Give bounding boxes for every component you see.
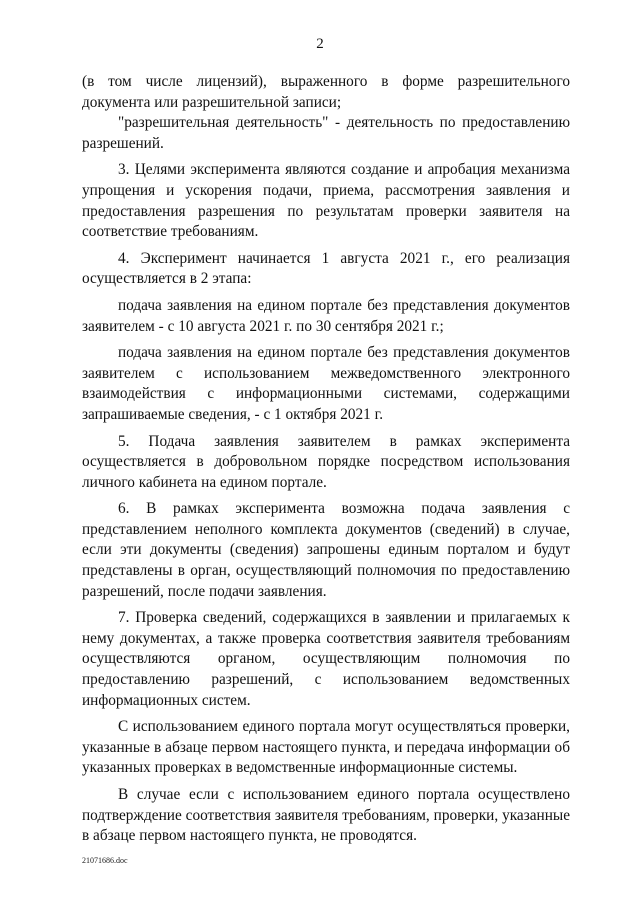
document-body — [82, 72, 570, 847]
paragraph-item-7-confirmation: В случае если с использованием единого портала осуществлено подтверждение соответствия заявителя требованиям, проверки, указанные в абзаце первом настоящего пункта, не проводятся. — [82, 786, 570, 845]
paragraph-continuation: (в том числе лицензий), выраженного в форме разрешительного документа или разрешительной записи; — [82, 73, 570, 111]
document-file-code: 21071686.doc — [82, 856, 128, 865]
paragraph-item-3: 3. Целями эксперимента являются создание и апробация механизма упрощения и ускорения подачи, приема, рассмотрения заявления и предоставления разрешения по результатам проверки заявителя на соответствие требованиям. — [82, 161, 570, 241]
page-number: 2 — [316, 36, 324, 52]
paragraph-item-6: 6. В рамках эксперимента возможна подача заявления с представлением неполного комплекта документов (сведений) в случае, если эти документы (сведения) запрошены единым порталом и будут представлены в орган, осуществляющий полномочия по предоставлению разрешений, после подачи заявления. — [82, 500, 570, 600]
paragraph-stage-1: подача заявления на едином портале без представления документов заявителем - с 10 августа 2021 г. по 30 сентября 2021 г.; — [82, 296, 570, 335]
paragraph-item-4: 4. Эксперимент начинается 1 августа 2021 г., его реализация осуществляется в 2 этапа: — [82, 249, 570, 288]
paragraph-stage-2: подача заявления на едином портале без представления документов заявителем с использованием межведомственного электронного взаимодействия с информационными системами, содержащими запрашиваемые сведения, - с 1 октября 2021 г. — [82, 344, 570, 423]
paragraph-item-7: 7. Проверка сведений, содержащихся в заявлении и прилагаемых к нему документах, а также проверка соответствия заявителя требованиям осуществляются органом, осуществляющим полномочия по предоставлению разрешений, с использованием ведомственных информационных систем. — [82, 609, 570, 709]
paragraph-item-7-portal-checks: С использованием единого портала могут осуществляться проверки, указанные в абзаце первом настоящего пункта, и передача информации об указанных проверках в ведомственные информационные системы. — [82, 718, 570, 777]
paragraph-item-5: 5. Подача заявления заявителем в рамках эксперимента осуществляется в добровольном порядке посредством использования личного кабинета на едином портале. — [82, 432, 570, 491]
paragraph-definition: "разрешительная деятельность" - деятельность по предоставлению разрешений. — [82, 114, 570, 152]
